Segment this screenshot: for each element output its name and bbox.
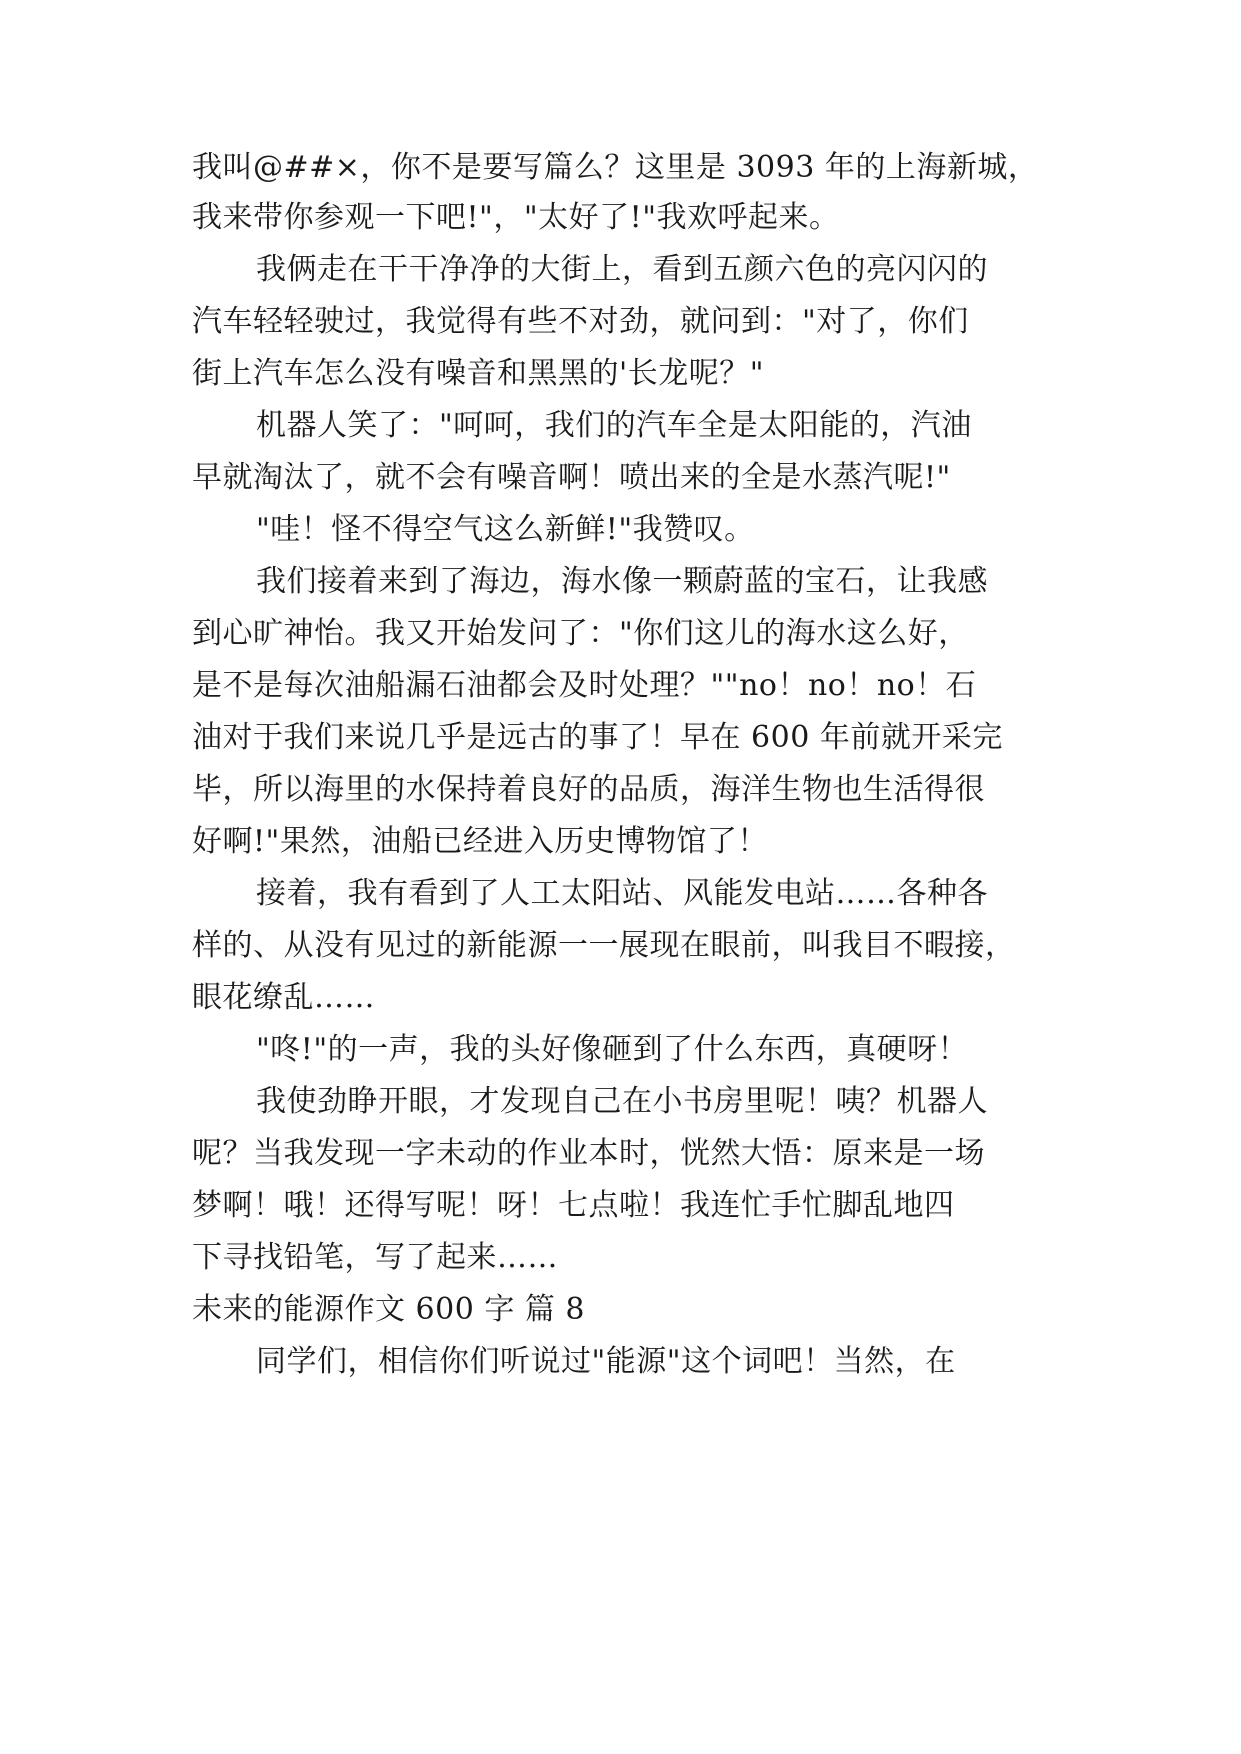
text-line: 梦啊！哦！还得写呢！呀！七点啦！我连忙手忙脚乱地四 xyxy=(192,1188,955,1223)
text-line: 好啊!"果然，油船已经进入历史博物馆了！ xyxy=(192,824,768,859)
text-line: 是不是每次油船漏石油都会及时处理？""no！no！no！石 xyxy=(192,668,977,703)
text-line: 汽车轻轻驶过，我觉得有些不对劲，就问到："对了，你们 xyxy=(192,304,969,339)
text-line: 到心旷神怡。我又开始发问了："你们这儿的海水这么好， xyxy=(192,616,969,651)
text-line: 眼花缭乱…… xyxy=(192,980,375,1015)
paragraph-start: 机器人笑了："呵呵，我们的汽车全是太阳能的，汽油 xyxy=(256,408,972,443)
paragraph-start: 同学们，相信你们听说过"能源"这个词吧！当然，在 xyxy=(256,1344,956,1379)
paragraph-start: 接着，我有看到了人工太阳站、风能发电站……各种各 xyxy=(256,876,988,911)
text-line: 呢？当我发现一字未动的作业本时，恍然大悟：原来是一场 xyxy=(192,1136,985,1171)
text-line: 早就淘汰了，就不会有噪音啊！喷出来的全是水蒸汽呢!" xyxy=(192,460,951,495)
section-heading: 未来的能源作文 600 字 篇 8 xyxy=(192,1292,585,1327)
paragraph-start: "咚!"的一声，我的头好像砸到了什么东西，真硬呀！ xyxy=(256,1032,969,1067)
paragraph-start: 我使劲睁开眼，才发现自己在小书房里呢！咦？机器人 xyxy=(256,1084,988,1119)
text-line: 我来带你参观一下吧!"，"太好了!"我欢呼起来。 xyxy=(192,200,840,235)
paragraph-start: 我们接着来到了海边，海水像一颗蔚蓝的宝石，让我感 xyxy=(256,564,988,599)
text-line: 街上汽车怎么没有噪音和黑黑的'长龙呢？" xyxy=(192,356,765,391)
text-line: 油对于我们来说几乎是远古的事了！早在 600 年前就开采完 xyxy=(192,720,1003,755)
text-line: 毕，所以海里的水保持着良好的品质，海洋生物也生活得很 xyxy=(192,772,985,807)
text-line: 样的、从没有见过的新能源一一展现在眼前，叫我目不暇接， xyxy=(192,928,1016,963)
text-line: 下寻找铅笔，写了起来…… xyxy=(192,1240,558,1275)
paragraph-start: 我俩走在干干净净的大街上，看到五颜六色的亮闪闪的 xyxy=(256,252,988,287)
text-line: 我叫@##×，你不是要写篇么？这里是 3093 年的上海新城， xyxy=(192,150,1039,185)
paragraph-start: "哇！怪不得空气这么新鲜!"我赞叹。 xyxy=(256,512,755,547)
